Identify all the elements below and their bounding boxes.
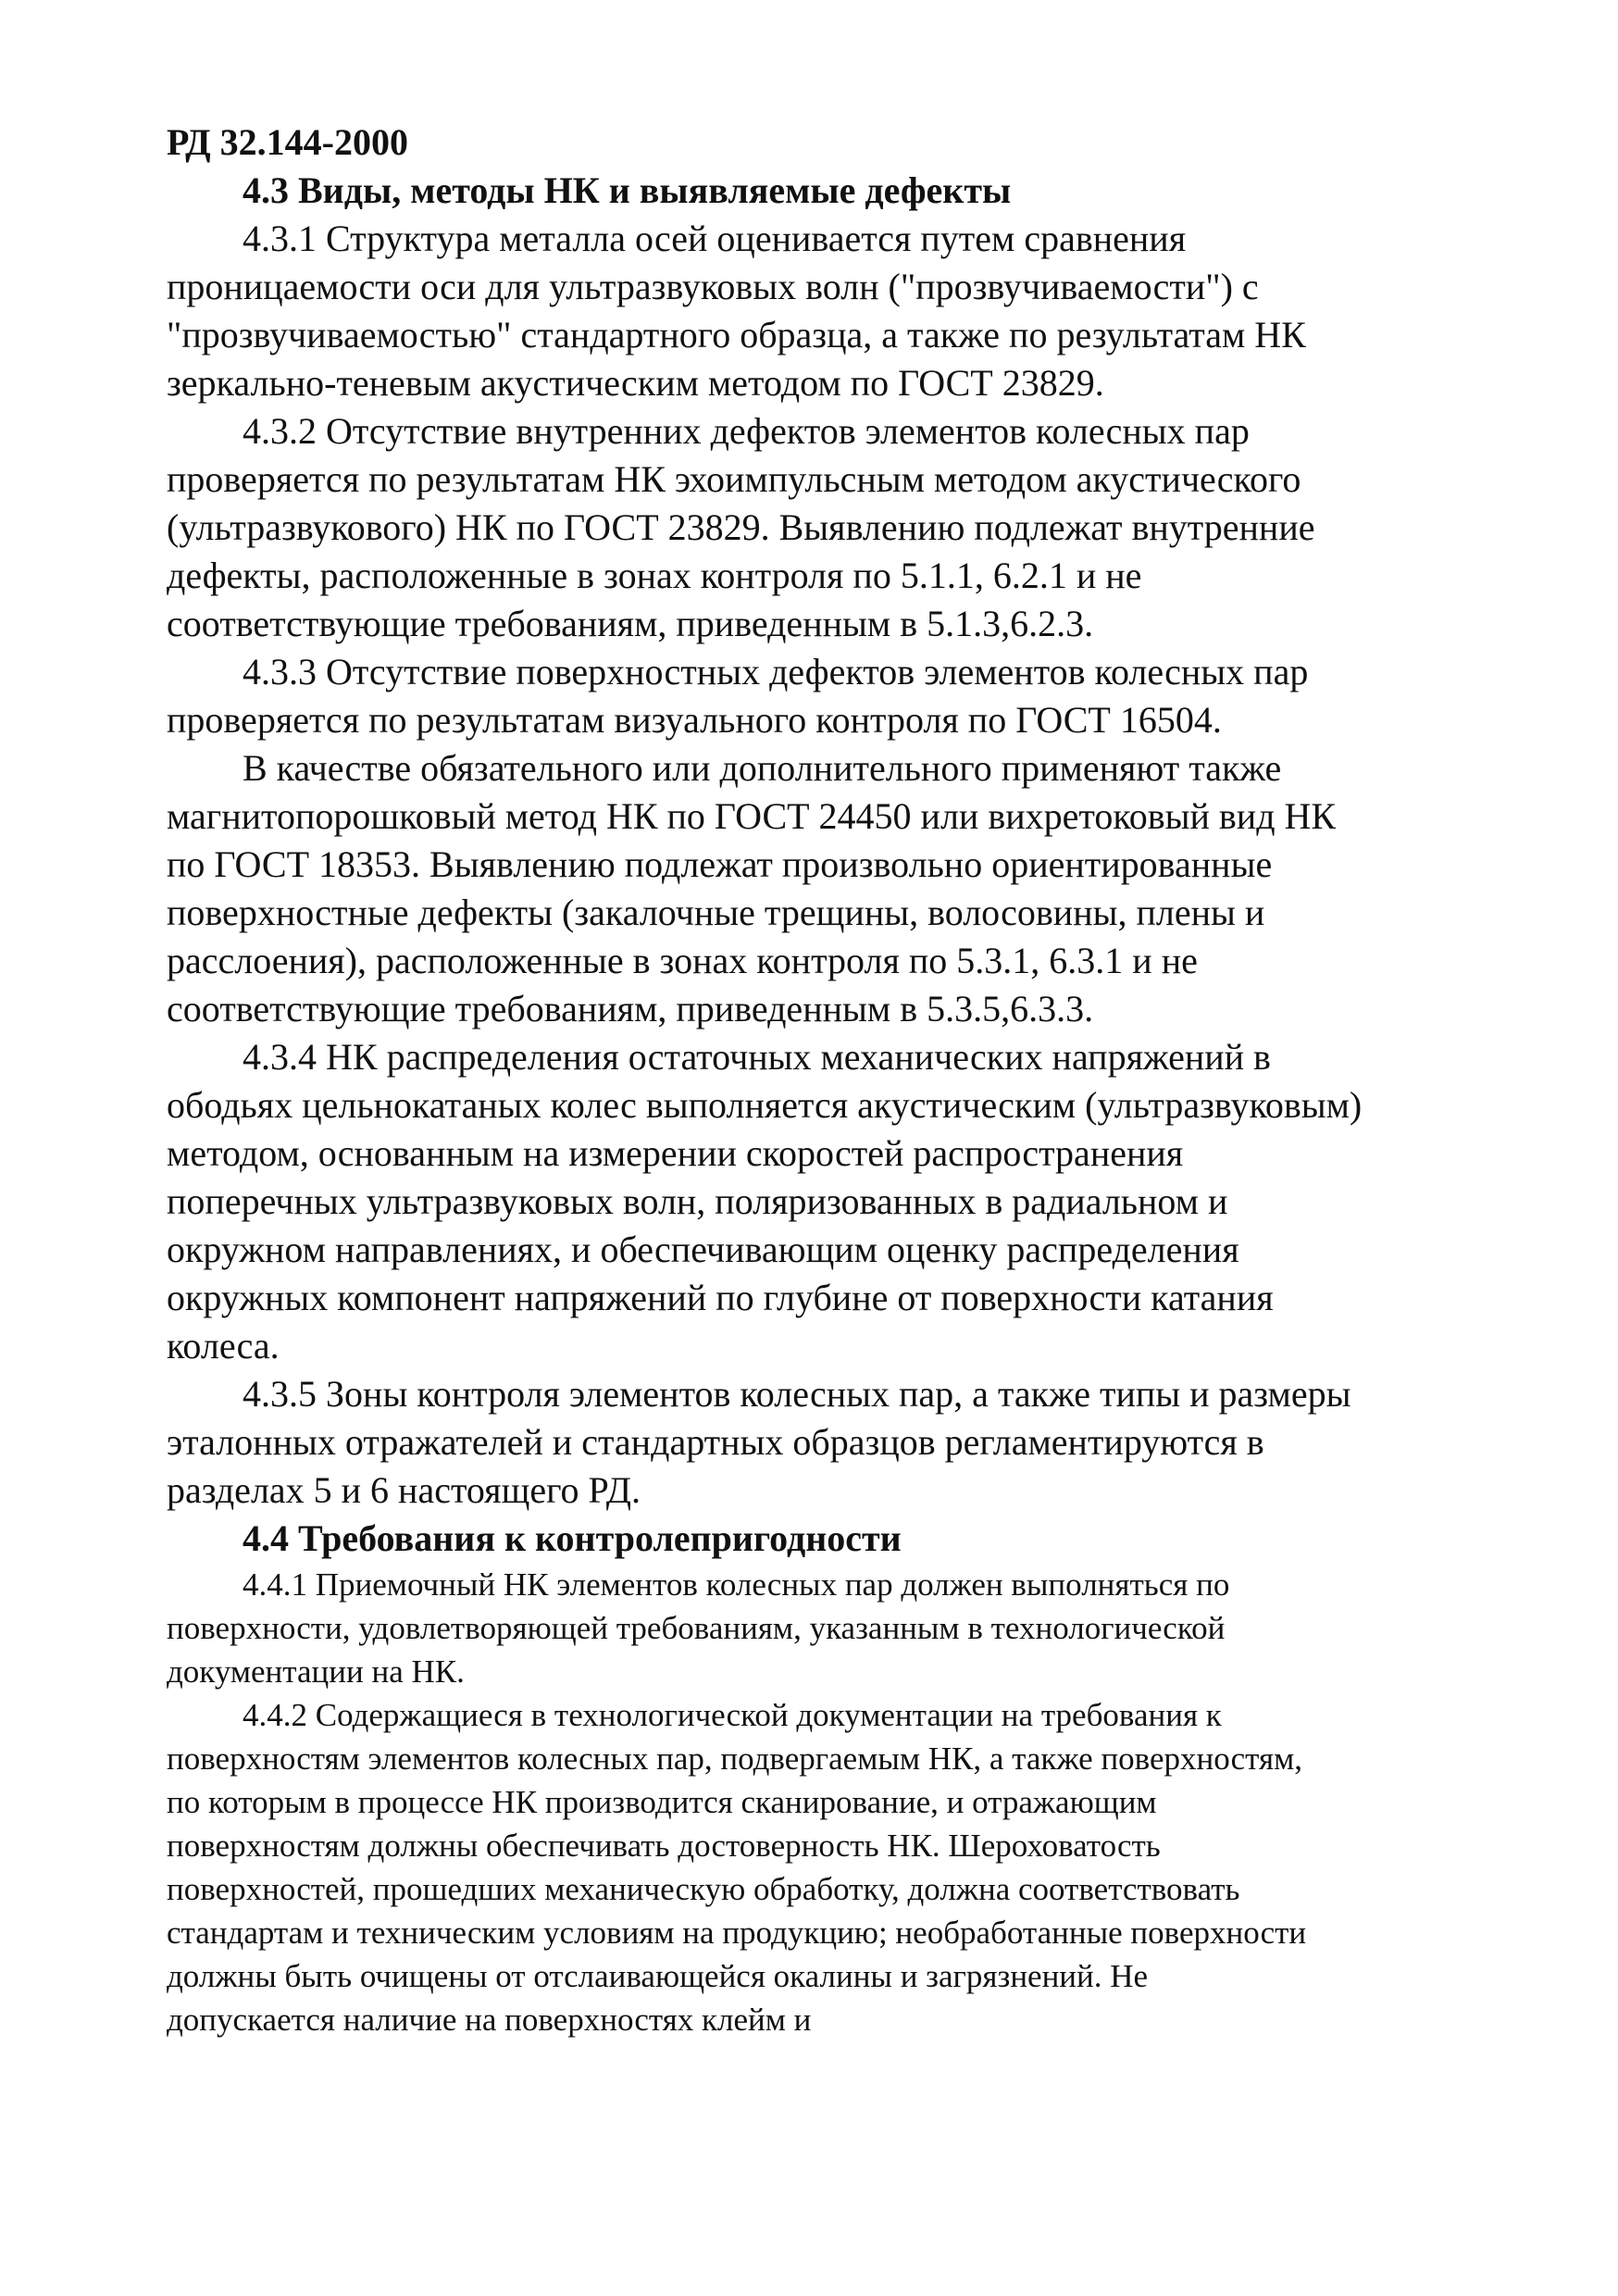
text-line: по которым в процессе НК производится сканирование, и отражающим <box>167 1784 1157 1820</box>
text-line: соответствующие требованиям, приведенным в 5.3.5,6.3.3. <box>167 988 1094 1029</box>
paragraph-4-3-3-continued <box>167 744 1527 1033</box>
text-line: колеса. <box>167 1325 280 1366</box>
text-line: поверхности, удовлетворяющей требованиям, указанным в технологической <box>167 1610 1226 1646</box>
text-line: 4.3.5 Зоны контроля элементов колесных пар, а также типы и размеры <box>243 1373 1351 1415</box>
section-heading-4-3: 4.3 Виды, методы НК и выявляемые дефекты <box>243 169 1012 211</box>
text-line: зеркально-теневым акустическим методом по ГОСТ 23829. <box>167 362 1104 404</box>
text-line: поверхностям должны обеспечивать достоверность НК. Шероховатость <box>167 1828 1161 1864</box>
text-line: магнитопорошковый метод НК по ГОСТ 24450 или вихретоковый вид НК <box>167 795 1337 837</box>
text-line: методом, основанным на измерении скоростей распространения <box>167 1132 1184 1174</box>
text-line: поверхностям элементов колесных пар, подвергаемым НК, а также поверхностям, <box>167 1741 1302 1777</box>
text-line: проницаемости оси для ультразвуковых волн ("прозвучиваемости") с <box>167 266 1259 307</box>
document-code: РД 32.144-2000 <box>167 121 408 163</box>
text-line: "прозвучиваемостью" стандартного образца, а также по результатам НК <box>167 314 1306 356</box>
paragraph-4-3-1 <box>167 215 1527 407</box>
text-line: 4.3.4 НК распределения остаточных механических напряжений в <box>243 1036 1271 1078</box>
text-line: (ультразвукового) НК по ГОСТ 23829. Выявлению подлежат внутренние <box>167 506 1315 548</box>
section-heading-4-4: 4.4 Требования к контролепригодности <box>243 1517 902 1559</box>
paragraph-4-3-5 <box>167 1370 1527 1515</box>
text-line: 4.4.1 Приемочный НК элементов колесных пар должен выполняться по <box>243 1566 1230 1603</box>
text-line: соответствующие требованиям, приведенным в 5.1.3,6.2.3. <box>167 603 1094 644</box>
page-content <box>167 119 1527 2041</box>
paragraph-4-3-3 <box>167 648 1527 744</box>
text-line: эталонных отражателей и стандартных образцов регламентируются в <box>167 1421 1264 1463</box>
text-line: 4.3.1 Структура металла осей оценивается путем сравнения <box>243 218 1187 259</box>
text-line: расслоения), расположенные в зонах контроля по 5.3.1, 6.3.1 и не <box>167 940 1198 981</box>
text-line: документации на НК. <box>167 1653 465 1690</box>
text-line: разделах 5 и 6 настоящего РД. <box>167 1469 641 1511</box>
text-line: 4.4.2 Содержащиеся в технологической документации на требования к <box>243 1697 1222 1733</box>
text-line: поверхностей, прошедших механическую обработку, должна соответствовать <box>167 1871 1240 1907</box>
text-line: окружных компонент напряжений по глубине от поверхности катания <box>167 1277 1274 1318</box>
text-line: В качестве обязательного или дополнительного применяют также <box>243 747 1282 789</box>
text-line: окружном направлениях, и обеспечивающим оценку распределения <box>167 1229 1239 1270</box>
paragraph-4-3-2 <box>167 407 1527 648</box>
text-line: дефекты, расположенные в зонах контроля по 5.1.1, 6.2.1 и не <box>167 555 1142 596</box>
text-line: проверяется по результатам визуального контроля по ГОСТ 16504. <box>167 699 1222 741</box>
text-line: ободьях цельнокатаных колес выполняется акустическим (ультразвуковым) <box>167 1084 1363 1126</box>
text-line: 4.3.3 Отсутствие поверхностных дефектов элементов колесных пар <box>243 651 1309 693</box>
text-line: допускается наличие на поверхностях клейм и <box>167 2002 812 2038</box>
text-line: 4.3.2 Отсутствие внутренних дефектов элементов колесных пар <box>243 410 1250 452</box>
paragraph-4-4-1 <box>167 1563 1527 1693</box>
paragraph-4-3-4 <box>167 1033 1527 1370</box>
text-line: проверяется по результатам НК эхоимпульсным методом акустического <box>167 458 1301 500</box>
text-line: поверхностные дефекты (закалочные трещины, волосовины, плены и <box>167 892 1265 933</box>
text-line: поперечных ультразвуковых волн, поляризованных в радиальном и <box>167 1180 1228 1222</box>
text-line: должны быть очищены от отслаивающейся окалины и загрязнений. Не <box>167 1958 1149 1994</box>
text-line: стандартам и техническим условиям на продукцию; необработанные поверхности <box>167 1915 1307 1951</box>
paragraph-4-4-2 <box>167 1693 1527 2041</box>
text-line: по ГОСТ 18353. Выявлению подлежат произвольно ориентированные <box>167 843 1273 885</box>
